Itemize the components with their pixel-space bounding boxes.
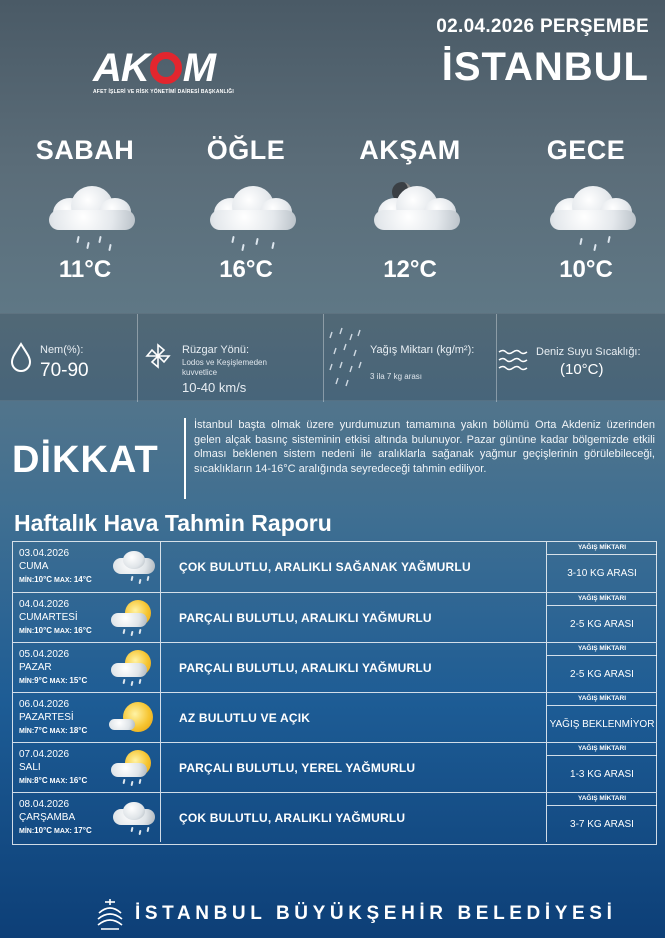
sea-temp-cell	[498, 314, 663, 402]
sun-cloud-rain-icon	[109, 649, 157, 687]
windmill-icon	[144, 342, 172, 370]
footer-text: İSTANBUL BÜYÜKŞEHİR BELEDİYESİ	[135, 903, 617, 924]
logo-text-a: AK	[93, 46, 149, 90]
weekly-table	[12, 541, 657, 845]
period-temp: 11°C	[58, 256, 112, 283]
rain-amount-header: YAĞIŞ MİKTARI	[547, 793, 657, 806]
rain-label: Yağış Miktarı (kg/m²):	[370, 344, 475, 356]
period-temp: 10°C	[559, 256, 613, 283]
humidity-cell	[10, 314, 135, 402]
table-row	[13, 792, 656, 842]
footer	[95, 897, 616, 931]
min-temp: 10°C	[34, 826, 53, 835]
max-label: MAX:	[54, 577, 72, 584]
rain-amount-value: YAĞIŞ BEKLENMİYOR	[549, 719, 655, 730]
min-max	[19, 676, 87, 685]
day-description: PARÇALI BULUTLU, ARALIKLI YAĞMURLU	[179, 660, 432, 675]
cloud-rain-icon	[109, 548, 157, 586]
sun-cloud-rain-icon	[109, 749, 157, 787]
wind-cell	[140, 314, 320, 402]
max-temp: 16°C	[69, 776, 88, 785]
logo-subtitle: AFET İŞLERİ VE RİSK YÖNETİMİ DAİRESİ BAŞKANLIĞI	[93, 89, 234, 95]
wind-value: 10-40 km/s	[182, 380, 247, 395]
day-description: ÇOK BULUTLU, ARALIKLI SAĞANAK YAĞMURLU	[179, 560, 471, 574]
min-temp: 10°C	[34, 626, 53, 635]
day-cell	[13, 693, 161, 742]
rain-amount-cell	[546, 743, 656, 792]
cloud-moon-icon	[340, 166, 480, 256]
rain-amount-value: 3-7 KG ARASI	[570, 819, 634, 830]
divider	[137, 314, 138, 402]
min-temp: 9°C	[34, 676, 48, 685]
period-gece	[516, 135, 656, 284]
logo-o-ring	[150, 52, 182, 84]
period-temp: 12°C	[383, 256, 437, 283]
wind-direction: Lodos ve Keşişlemeden kuvvetlice	[182, 358, 267, 377]
min-label: MİN:	[19, 577, 35, 584]
min-label: MİN:	[19, 778, 35, 785]
city-title: İSTANBUL	[441, 45, 649, 89]
rain-amount-cell	[546, 542, 656, 592]
day-cell	[13, 593, 161, 642]
min-temp: 8°C	[34, 776, 48, 785]
waves-icon	[498, 348, 528, 372]
max-label: MAX:	[54, 828, 72, 835]
day-date: 08.04.2026	[19, 799, 70, 810]
sun-cloud-rain-icon	[109, 599, 157, 637]
humidity-value: 70-90	[40, 360, 89, 381]
max-label: MAX:	[49, 678, 68, 685]
rain-amount-header: YAĞIŞ MİKTARI	[547, 693, 657, 706]
rain-value: 3 ila 7 kg arası	[370, 372, 423, 381]
ibb-emblem-icon	[95, 897, 125, 931]
min-max	[19, 776, 87, 785]
humidity-label: Nem(%):	[40, 344, 84, 356]
max-label: MAX:	[49, 778, 68, 785]
daily-periods	[0, 135, 665, 295]
period-sabah	[15, 135, 155, 284]
rain-amount-header: YAĞIŞ MİKTARI	[547, 593, 657, 606]
day-description: PARÇALI BULUTLU, YEREL YAĞMURLU	[179, 760, 416, 775]
period-name: AKŞAM	[359, 135, 461, 165]
rain-amount-value: 1-3 KG ARASI	[570, 769, 634, 780]
day-name: CUMA	[19, 561, 49, 572]
rain-amount-header: YAĞIŞ MİKTARI	[547, 743, 657, 756]
day-name: SALI	[19, 762, 41, 773]
max-label: MAX:	[54, 628, 72, 635]
min-max	[19, 826, 92, 835]
rain-amount-cell	[546, 593, 656, 642]
period-name: ÖĞLE	[206, 135, 286, 165]
table-row	[13, 642, 656, 692]
min-label: MİN:	[19, 628, 35, 635]
rain-amount-value: 2-5 KG ARASI	[570, 669, 634, 680]
max-temp: 16°C	[73, 626, 92, 635]
wind-label: Rüzgar Yönü:	[182, 344, 250, 356]
day-name: ÇARŞAMBA	[19, 812, 76, 823]
period-ogle	[176, 135, 316, 284]
warning-title: DİKKAT	[12, 439, 159, 481]
day-date: 06.04.2026	[19, 699, 70, 710]
period-name: SABAH	[35, 135, 135, 165]
max-temp: 17°C	[73, 826, 92, 835]
rain-amount-value: 3-10 KG ARASI	[567, 568, 637, 579]
divider	[496, 314, 497, 402]
min-label: MİN:	[19, 728, 35, 735]
max-label: MAX:	[49, 728, 68, 735]
rain-amount-cell	[546, 793, 656, 842]
min-max	[19, 726, 87, 735]
sea-value: (10°C)	[560, 361, 604, 378]
max-temp: 15°C	[69, 676, 88, 685]
min-max	[19, 575, 92, 584]
logo-text-b: M	[182, 46, 216, 90]
day-cell	[13, 793, 161, 842]
max-temp: 18°C	[69, 726, 88, 735]
period-aksam	[340, 135, 480, 284]
akom-logo	[93, 46, 243, 95]
period-temp: 16°C	[219, 256, 273, 283]
table-row	[13, 692, 656, 742]
table-row	[13, 592, 656, 642]
day-date: 05.04.2026	[19, 649, 70, 660]
table-row	[13, 742, 656, 792]
day-cell	[13, 542, 161, 592]
conditions-strip	[0, 313, 665, 401]
day-description: AZ BULUTLU VE AÇIK	[179, 710, 311, 725]
bulletin-date: 02.04.2026 PERŞEMBE	[436, 16, 649, 37]
day-description: ÇOK BULUTLU, ARALIKLI YAĞMURLU	[179, 810, 406, 825]
min-temp: 7°C	[34, 726, 48, 735]
day-cell	[13, 743, 161, 792]
max-temp: 14°C	[73, 575, 92, 584]
rain-drops-icon	[326, 324, 366, 394]
day-date: 04.04.2026	[19, 599, 70, 610]
day-description: PARÇALI BULUTLU, ARALIKLI YAĞMURLU	[179, 610, 432, 625]
table-row	[13, 542, 656, 592]
day-date: 03.04.2026	[19, 548, 70, 559]
water-drop-icon	[10, 342, 32, 372]
min-label: MİN:	[19, 828, 35, 835]
cloud-rain-icon	[15, 166, 155, 256]
rain-amount-cell	[546, 643, 656, 692]
cloud-rain-icon	[176, 166, 316, 256]
rain-cell	[326, 314, 494, 402]
day-name: PAZAR	[19, 662, 52, 673]
day-date: 07.04.2026	[19, 749, 70, 760]
period-name: GECE	[546, 135, 626, 165]
divider	[323, 314, 324, 402]
weekly-title: Haftalık Hava Tahmin Raporu	[14, 510, 332, 536]
day-name: PAZARTESİ	[19, 712, 74, 723]
min-max	[19, 626, 92, 635]
day-name: CUMARTESİ	[19, 612, 78, 623]
cloud-rain-icon	[516, 166, 656, 256]
warning-text: İstanbul başta olmak üzere yurdumuzun tamamına yakın bölümü Orta Akdeniz üzerinden gelen alçak basınç sisteminin etkisi altında bulunuyor. Pazar gününe kadar bölgemizde etkili olması beklenen sistem nedeni ile aralıklarla sağanak yağmur geçişlerinin görülebileceği, sıcaklıkların 14-16°C aralığında seyredeceği tahmin ediliyor.	[184, 418, 655, 499]
min-temp: 10°C	[34, 575, 53, 584]
min-label: MİN:	[19, 678, 35, 685]
sun-cloud-icon	[109, 699, 157, 737]
rain-amount-header: YAĞIŞ MİKTARI	[547, 643, 657, 656]
rain-amount-cell	[546, 693, 656, 742]
rain-amount-value: 2-5 KG ARASI	[570, 619, 634, 630]
cloud-rain-icon	[109, 799, 157, 837]
day-cell	[13, 643, 161, 692]
rain-amount-header: YAĞIŞ MİKTARI	[547, 542, 657, 555]
sea-label: Deniz Suyu Sıcaklığı:	[536, 346, 641, 358]
